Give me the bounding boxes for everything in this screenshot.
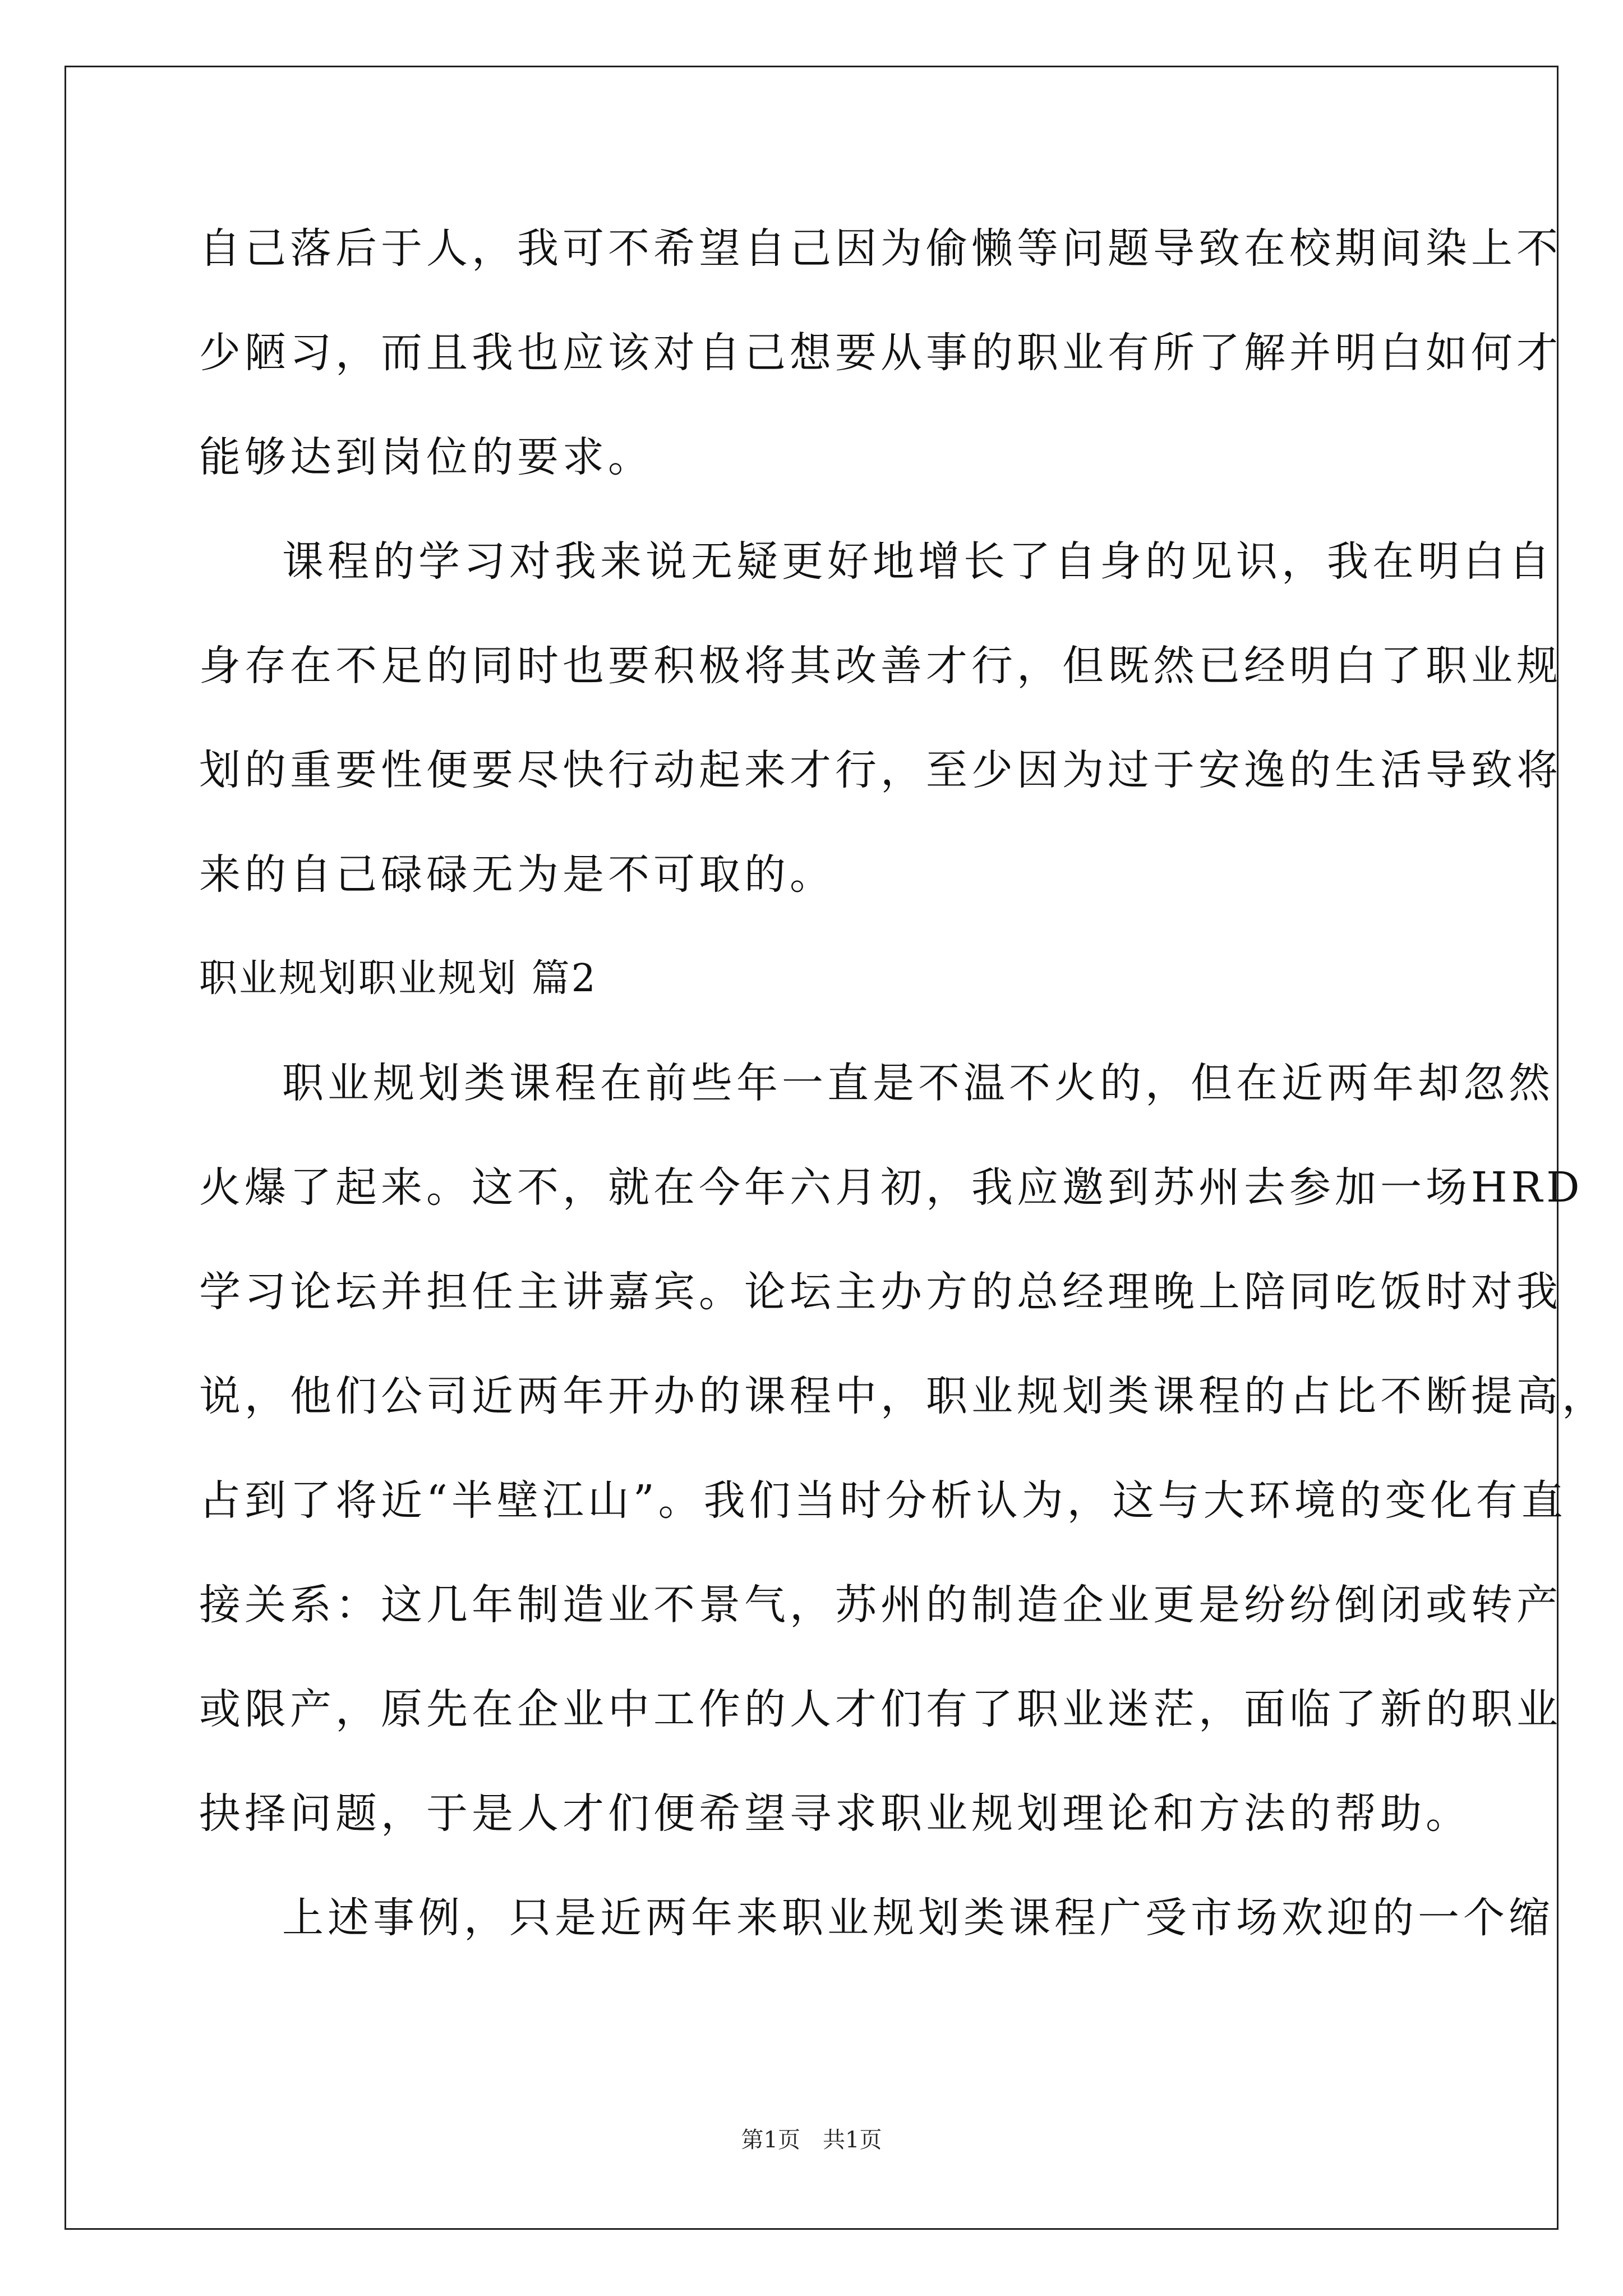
section-heading: 职业规划职业规划 篇2 xyxy=(199,956,597,1001)
paragraph-start-line: 上述事例，只是近两年来职业规划类课程广受市场欢迎的一个缩 xyxy=(282,1894,1554,1942)
text-line: 自己落后于人，我可不希望自己因为偷懒等问题导致在校期间染上不 xyxy=(199,224,1562,273)
text-line: 划的重要性便要尽快行动起来才行，至少因为过于安逸的生活导致将 xyxy=(199,746,1562,794)
page-number-footer: 第1页 共1页 xyxy=(741,2127,882,2153)
text-line: 或限产，原先在企业中工作的人才们有了职业迷茫，面临了新的职业 xyxy=(199,1685,1562,1733)
text-line: 身存在不足的同时也要积极将其改善才行，但既然已经明白了职业规 xyxy=(199,642,1562,690)
text-line: 少陋习，而且我也应该对自己想要从事的职业有所了解并明白如何才 xyxy=(199,329,1562,377)
text-line: 说，他们公司近两年开办的课程中，职业规划类课程的占比不断提高， xyxy=(199,1372,1607,1420)
text-line: 来的自己碌碌无为是不可取的。 xyxy=(199,850,835,899)
text-line: 接关系：这几年制造业不景气，苏州的制造企业更是纷纷倒闭或转产 xyxy=(199,1581,1562,1629)
document-body xyxy=(199,196,1607,1970)
text-line: 能够达到岗位的要求。 xyxy=(199,433,653,481)
text-line: 火爆了起来。这不，就在今年六月初，我应邀到苏州去参加一场HRD xyxy=(199,1163,1584,1212)
text-line: 占到了将近“半壁江山”。我们当时分析认为，这与大环境的变化有直 xyxy=(199,1476,1567,1525)
text-line: 抉择问题，于是人才们便希望寻求职业规划理论和方法的帮助。 xyxy=(199,1789,1471,1838)
paragraph-start-line: 课程的学习对我来说无疑更好地增长了自身的见识，我在明白自 xyxy=(282,537,1554,586)
text-line: 学习论坛并担任主讲嘉宾。论坛主办方的总经理晚上陪同吃饭时对我 xyxy=(199,1268,1562,1316)
paragraph-start-line: 职业规划类课程在前些年一直是不温不火的，但在近两年却忽然 xyxy=(282,1059,1554,1107)
